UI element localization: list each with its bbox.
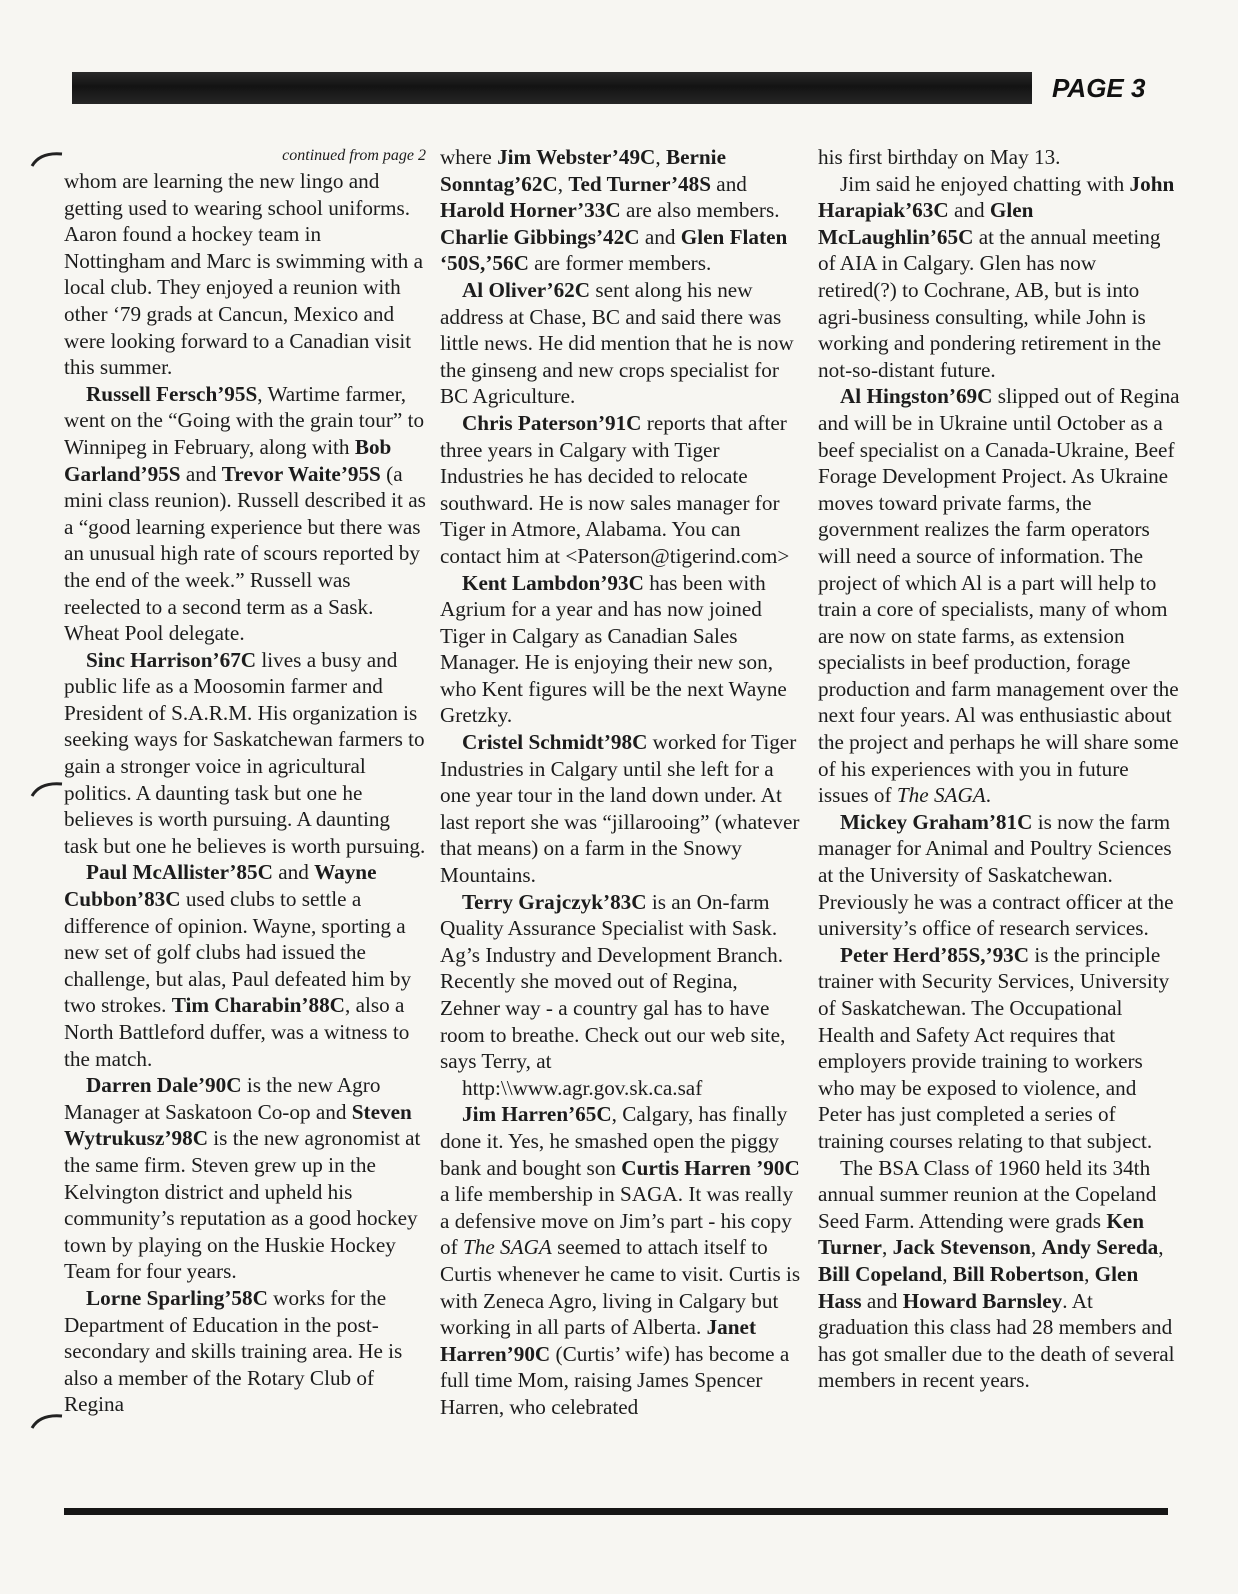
paragraph-mickey-graham: [818, 809, 1180, 942]
paragraph-terry-grajczyk: [440, 889, 802, 1075]
alumni-name: Glen McLaughlin’65C: [818, 198, 1034, 249]
alumni-name: John Harapiak’63C: [818, 171, 1175, 223]
paragraph-text: a life membership in SAGA. It was really a defensive move on Jim’s part - his copy of: [440, 1182, 794, 1260]
paragraph-text: and: [272, 860, 315, 885]
punch-hole-mark-middle: [30, 780, 64, 798]
continued-note: continued from page 2: [282, 147, 426, 164]
paragraph-text: and: [639, 224, 681, 249]
paragraph-kids-abroad: whom are learning the new lingo and getting used to wearing school uniforms. Aaron found a hockey team in Nottingham and Marc is swimming with a local club. They enjoyed a reunion with other ‘79 grads at Cancun, Mexico and were looking forward to a Canadian visit this summer.: [64, 169, 423, 380]
paragraph-text: worked for Tiger Industries in Calgary until she left for a one year tour in the land down under. At last report she was “jillarooing” (whatever that means) on a farm in the Snowy Mountains.: [440, 730, 800, 888]
alumni-name: Darren Dale’90C: [86, 1073, 242, 1098]
paragraph-text: reports that after three years in Calgary with Tiger Industries he has decided to relocate southward. He is now sales manager for Tiger in Atmore, Alabama. You can contact him at <Paterson@tigerind.com>: [440, 410, 790, 568]
paragraph-al-oliver: [440, 277, 802, 410]
alumni-name: Kent Lambdon’93C: [462, 570, 644, 595]
paragraph-text: and: [861, 1288, 903, 1313]
alumni-name: Steven Wytrukusz’98C: [64, 1099, 412, 1151]
paragraph-lorne-sparling: [64, 1285, 426, 1418]
paragraph-text: ,: [881, 1235, 893, 1260]
paragraph-text: where: [440, 145, 498, 169]
alumni-name: Jim Harren’65C: [462, 1102, 612, 1127]
alumni-name: Terry Grajczyk’83C: [462, 889, 647, 914]
paragraph-text: The BSA Class of 1960 held its 34th annual summer reunion at the Copeland Seed Farm. Attending were grads: [818, 1155, 1157, 1233]
paragraph-text: lives a busy and public life as a Moosomin farmer and President of S.A.R.M. His organization is seeking ways for Saskatchewan farmers to gain a stronger voice in agricultural politics. A daunting task but one he believes is worth pursuing. A daunting task but one he believes is worth pursuing.: [64, 647, 426, 858]
alumni-name: Bill Robertson: [952, 1261, 1085, 1286]
paragraph-text: .: [985, 783, 992, 808]
paragraph-text: ,: [1158, 1235, 1164, 1260]
alumni-name: Al Oliver’62C: [462, 277, 591, 302]
alumni-name: Lorne Sparling’58C: [86, 1285, 268, 1310]
alumni-name: Wayne Cubbon’83C: [64, 860, 377, 912]
alumni-name: Trevor Waite’95S: [221, 461, 381, 486]
paragraph-text: ,: [655, 145, 666, 169]
alumni-name: Charlie Gibbings’42C: [440, 224, 640, 249]
paragraph-text: has been with Agrium for a year and has now joined Tiger in Calgary as Canadian Sales Manager. He is enjoying their new son, who Kent figures will be the next Wayne Gretzky.: [440, 570, 787, 728]
paragraph-text: and: [180, 461, 222, 486]
paragraph-text: used clubs to settle a difference of opinion. Wayne, sporting a new set of golf clubs had issued the challenge, but alas, Paul defeated him by two strokes.: [64, 887, 412, 1018]
paragraph-text: works for the Department of Education in the post-secondary and skills training area. He is also a member of the Rotary Club of Regina: [64, 1285, 403, 1417]
alumni-name: Peter Herd’85S,’93C: [840, 942, 1030, 967]
paragraph-text: sent along his new address at Chase, BC and said there was little news. He did mention that he is now the ginseng and new crops specialist for BC Agriculture.: [440, 277, 794, 409]
paragraph-text: (Curtis’ wife) has become a full time Mom, raising James Spencer Harren, who celebrated: [440, 1341, 790, 1419]
paragraph-text: and: [948, 198, 990, 223]
paragraph-text: is the principle trainer with Security Services, University of Saskatchewan. The Occupational Health and Safety Act requires that employers provide training to workers who may be exposed to violence, and Peter has just completed a series of training courses relating to that subject.: [818, 942, 1170, 1153]
alumni-name: Howard Barnsley: [902, 1288, 1063, 1313]
paragraph-text: slipped out of Regina and will be in Ukraine until October as a beef specialist on a Canada-Ukraine, Beef Forage Development Project. As Ukraine moves toward private farms, the government realizes the farm operators will need a source of information. The project of which Al is a part will help to train a core of specialists, many of whom are now on state farms, as extension specialists in beef production, forage production and farm management over the next four years. Al was enthusiastic about the project and perhaps he will share some of his experiences with you in future issues of: [818, 384, 1180, 808]
paragraph-text: is an On-farm Quality Assurance Specialist with Sask. Ag’s Industry and Development Branch. Recently she moved out of Regina, Zehner way - a country gal has to have room to breathe. Check out our web site, says Terry, at: [440, 889, 786, 1074]
alumni-name: Ken Turner: [818, 1208, 1144, 1260]
paragraph-text: is now the farm manager for Animal and Poultry Sciences at the University of Saskatchewan. Previously he was a contract officer at the university’s office of research services.: [818, 809, 1174, 941]
paragraph-text: ,: [942, 1261, 953, 1286]
paragraph-text: is the new Agro Manager at Saskatoon Co-op and: [64, 1073, 381, 1124]
paragraph-paul-mcallister: [64, 859, 426, 1072]
paragraph-text: are also members.: [620, 198, 780, 223]
alumni-name: Jim Webster’49C: [497, 145, 656, 169]
paragraph-text: , Wartime farmer, went on the “Going with the grain tour” to Winnipeg in February, along with: [64, 381, 425, 459]
alumni-name: Bill Copeland: [818, 1261, 943, 1286]
alumni-name: Cristel Schmidt’98C: [462, 730, 648, 755]
article-column-2: [440, 144, 802, 1421]
paragraph-text: , Calgary, has finally done it. Yes, he smashed open the piggy bank and bought son: [440, 1102, 788, 1180]
paragraph-sinc-harrison: [64, 647, 426, 860]
page-number: PAGE 3: [1052, 73, 1146, 103]
paragraph-text: , also a North Battleford duffer, was a witness to the match.: [64, 993, 410, 1071]
paragraph-text: is the new agronomist at the same firm. Steven grew up in the Kelvington district and upheld his community’s reputation as a good hockey town by playing on the Huskie Hockey Team for four years.: [64, 1126, 421, 1284]
publication-title: The SAGA: [896, 783, 986, 808]
paragraph-text: at the annual meeting of AIA in Calgary. Glen has now retired(?) to Cochrane, AB, but is into agri-business consulting, while John is working and pondering retirement in the not-so-distant future.: [818, 224, 1162, 382]
website-url: http:\\www.agr.gov.sk.ca.saf: [462, 1075, 703, 1100]
paragraph-chris-paterson: [440, 410, 802, 570]
alumni-name: Sinc Harrison’67C: [86, 647, 257, 672]
alumni-name: Chris Paterson’91C: [462, 410, 642, 435]
header-bar: [72, 72, 1032, 104]
punch-hole-mark-top: [30, 150, 64, 168]
paragraph-russell-fersch: [64, 381, 426, 647]
paragraph-peter-herd: [818, 942, 1180, 1155]
paragraph-text: ,: [1084, 1261, 1095, 1286]
alumni-name: Al Hingston’69C: [840, 384, 993, 409]
alumni-name: Bernie Sonntag’62C: [440, 145, 726, 196]
paragraph-al-hingston: [818, 383, 1180, 809]
paragraph-darren-dale: [64, 1072, 426, 1285]
alumni-name: Glen Flaten ‘50S,’56C: [440, 224, 788, 276]
paragraph-text: . At graduation this class had 28 members and has got smaller due to the death of several members in recent years.: [818, 1288, 1175, 1393]
punch-hole-mark-bottom: [30, 1412, 64, 1430]
paragraph-jim-harren: [440, 1101, 802, 1420]
alumni-name: Glen Hass: [818, 1261, 1139, 1313]
alumni-name: Janet Harren’90C: [440, 1315, 756, 1366]
paragraph-text: ,: [1030, 1235, 1042, 1260]
alumni-name: Andy Sereda: [1041, 1235, 1159, 1260]
publication-title: The SAGA: [462, 1235, 552, 1260]
paragraph-class-of-1960: [818, 1155, 1180, 1394]
paragraph-cristel-schmidt: [440, 729, 802, 889]
article-column-3: [818, 144, 1180, 1394]
paragraph-text: ,: [557, 171, 569, 196]
alumni-name: Paul McAllister’85C: [86, 860, 273, 885]
article-column-1: [64, 144, 426, 1418]
alumni-name: Tim Charabin’88C: [171, 993, 345, 1018]
alumni-name: Jack Stevenson: [892, 1235, 1031, 1260]
paragraph-text: Jim said he enjoyed chatting with: [840, 171, 1130, 196]
paragraph-aia-meeting: [818, 171, 1180, 384]
paragraph-kent-lambdon: [440, 570, 802, 730]
paragraph-rotary-members: [440, 144, 802, 277]
alumni-name: Bob Garland’95S: [64, 434, 392, 486]
alumni-name: Curtis Harren ’90C: [621, 1155, 800, 1180]
paragraph-text: seemed to attach itself to Curtis whenever he came to visit. Curtis is with Zeneca Agro, living in Calgary but working in all parts of Alberta.: [440, 1235, 801, 1340]
paragraph-text: are former members.: [528, 251, 712, 276]
alumni-name: Ted Turner’48S: [568, 171, 711, 196]
footer-rule: [64, 1508, 1168, 1515]
alumni-name: Mickey Graham’81C: [840, 809, 1033, 834]
alumni-name: Russell Fersch’95S: [86, 381, 258, 406]
paragraph-text: (a mini class reunion). Russell described it as a “good learning experience but there was an unusual high rate of scours reported by the end of the week.” Russell was reelected to a second term as a Sask. Wheat Pool delegate.: [64, 461, 426, 646]
paragraph-text: and: [711, 171, 747, 196]
paragraph-birthday: his first birthday on May 13.: [818, 145, 1061, 169]
alumni-name: Harold Horner’33C: [440, 198, 621, 223]
